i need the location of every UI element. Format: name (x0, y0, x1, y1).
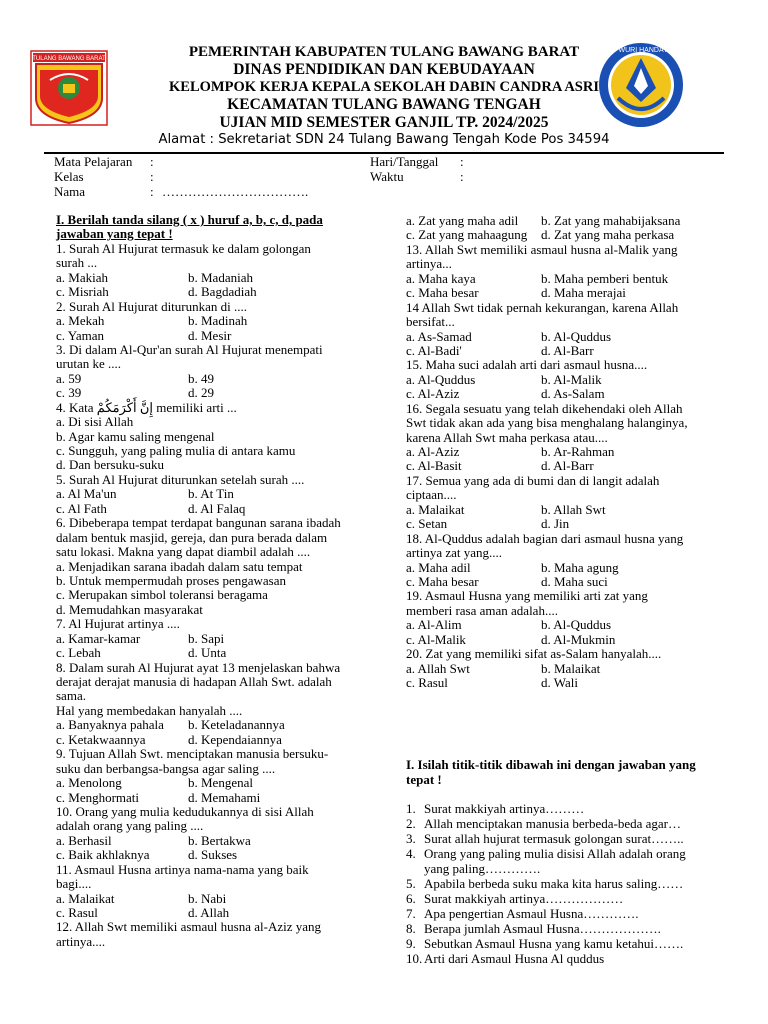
question-line (406, 647, 746, 661)
line-text: derajat derajat manusia di hadapan Allah Swt. adalah (56, 674, 332, 689)
essay-text: Arti dari Asmaul Husna Al quddus (424, 951, 605, 966)
essay-text: Surat makkiyah artinya……………… (424, 891, 624, 906)
line-text: c. Menghormati (56, 789, 140, 805)
line-text: suku dan berbangsa-bangsa agar saling .... (56, 760, 276, 776)
essay-number: 8. (406, 921, 416, 936)
question-line (56, 675, 396, 689)
question-line (56, 603, 396, 617)
essay-text: Allah menciptakan manusia berbeda-beda agar… (424, 816, 681, 831)
essay-item (406, 891, 696, 906)
line-text: 17. Semua yang ada di bumi dan di langit adalah (406, 472, 660, 488)
line-text: a. Al-Alim (406, 617, 462, 633)
line-text: 1. Surah Al Hujurat termasuk ke dalam golongan (56, 240, 311, 256)
line-text: Hal yang membedakan hanyalah .... (56, 702, 243, 718)
question-line (406, 301, 746, 315)
essay-text: Berapa jumlah Asmaul Husna………………. (424, 921, 661, 936)
option-text: d. Unta (188, 645, 227, 661)
line-text: a. Malaikat (406, 501, 465, 517)
line-text: 12. Allah Swt memiliki asmaul husna al-Aziz yang (56, 919, 322, 935)
answer-options-row (406, 286, 746, 300)
questions-right-column (406, 214, 746, 690)
option-text: d. Maha suci (541, 573, 608, 589)
answer-options-row (56, 718, 396, 732)
question-line (56, 300, 396, 314)
answer-options-row (406, 633, 746, 647)
question-line (406, 358, 746, 372)
line-text: d. Dan bersuku-suku (56, 457, 164, 473)
day-colon: : (460, 154, 464, 169)
option-text: b. Ar-Rahman (541, 444, 615, 459)
line-text: 14 Allah Swt tidak pernah kekurangan, karena Allah (406, 299, 679, 315)
question-line (406, 257, 746, 271)
question-line (406, 604, 746, 618)
essay-item (406, 876, 696, 891)
essay-text: Apa pengertian Asmaul Husna…………. (424, 906, 639, 921)
option-text: d. Sukses (188, 847, 238, 863)
line-text: a. Maha adil (406, 559, 471, 575)
header-government: PEMERINTAH KABUPATEN TULANG BAWANG BARAT (188, 44, 580, 60)
option-text: d. Memahami (188, 789, 261, 805)
line-text: 20. Zat yang memiliki sifat as-Salam hanyalah.... (406, 646, 662, 662)
line-text: urutan ke .... (56, 356, 121, 372)
answer-options-row (406, 228, 746, 242)
answer-options-row (406, 561, 746, 575)
question-line (56, 805, 396, 819)
essay-number: 9. (406, 936, 416, 951)
answer-options-row (406, 503, 746, 517)
essay-number: 7. (406, 906, 416, 921)
question-line (56, 545, 396, 559)
line-text: a. Zat yang maha adil (406, 213, 519, 228)
line-text: artinya zat yang.... (406, 545, 503, 561)
answer-options-row (406, 445, 746, 459)
essay-text: Surat makkiyah artinya……… (424, 801, 585, 816)
line-text: c. Al-Badi' (406, 342, 462, 358)
section-heading (56, 227, 396, 241)
answer-options-row (56, 502, 396, 516)
essay-number: 3. (406, 831, 416, 846)
question-line (406, 589, 746, 603)
line-text: b. Untuk mempermudah proses pengawasan (56, 572, 286, 588)
essay-item (406, 921, 696, 936)
question-line (56, 588, 396, 602)
time-label: Waktu (370, 169, 404, 184)
essay-number: 5. (406, 876, 416, 891)
identity-block (54, 154, 754, 200)
option-text: d. Kependaiannya (188, 731, 282, 747)
question-line (56, 531, 396, 545)
line-text: 7. Al Hujurat artinya .... (56, 616, 180, 632)
class-label: Kelas (54, 169, 84, 184)
essay-item (406, 831, 696, 846)
question-line (406, 488, 746, 502)
line-text: a. Menolong (56, 775, 122, 791)
answer-options-row (406, 618, 746, 632)
line-text: a. Al-Quddus (406, 371, 476, 387)
option-text: d. Al Falaq (188, 500, 246, 516)
line-text: c. Rasul (56, 905, 98, 920)
line-text: c. Al-Aziz (406, 386, 460, 402)
option-text: b. Bertakwa (188, 832, 251, 848)
line-text: a. Al Ma'un (56, 486, 117, 502)
answer-options-row (406, 676, 746, 690)
answer-options-row (406, 373, 746, 387)
header-address: Alamat : Sekretariat SDN 24 Tulang Bawang Tengah Kode Pos 34594 (158, 132, 610, 148)
answer-options-row (406, 517, 746, 531)
line-text: c. Al-Basit (406, 458, 462, 474)
line-text: c. Lebah (56, 645, 101, 661)
line-text: c. Misriah (56, 284, 109, 300)
line-text: c. Al Fath (56, 500, 107, 516)
option-text: b. Allah Swt (541, 501, 606, 517)
question-line (56, 256, 396, 270)
answer-options-row (56, 632, 396, 646)
essay-number: 10. (406, 951, 423, 966)
question-line (406, 416, 746, 430)
option-text: b. Maha pemberi bentuk (541, 270, 669, 286)
option-text: b. Maha agung (541, 559, 619, 575)
option-text: d. Zat yang maha perkasa (541, 227, 675, 243)
question-line (56, 430, 396, 444)
line-text: c. Setan (406, 516, 448, 532)
time-colon: : (460, 169, 464, 184)
line-text: adalah orang yang paling .... (56, 818, 204, 834)
question-line (406, 532, 746, 546)
answer-options-row (56, 386, 396, 400)
line-text: 4. Kata إِنَّ أَكْرَمَكُمْ memiliki arti ... (56, 399, 237, 415)
line-text: c. Yaman (56, 327, 105, 343)
line-text: c. Maha besar (406, 573, 479, 589)
line-text: c. Al-Malik (406, 631, 466, 647)
header-exam-title: UJIAN MID SEMESTER GANJIL TP. 2024/2025 (219, 113, 549, 131)
question-line (56, 444, 396, 458)
line-text: c. 39 (56, 385, 82, 401)
line-text: a. Di sisi Allah (56, 414, 134, 430)
option-text: b. Keteladanannya (188, 717, 285, 733)
line-text: 6. Dibeberapa tempat terdapat bangunan sarana ibadah (56, 515, 341, 531)
essay-item (406, 906, 696, 921)
option-text: d. Al-Barr (541, 342, 594, 358)
header-district: KECAMATAN TULANG BAWANG TENGAH (227, 96, 541, 114)
line-text: a. Mekah (56, 313, 105, 329)
option-text: d. Bagdadiah (188, 284, 257, 300)
line-text: bersifat... (406, 314, 455, 330)
essay-number: 6. (406, 891, 416, 906)
essay-number: 4. (406, 846, 416, 861)
option-text: b. Al-Quddus (541, 617, 612, 633)
option-text: d. Jin (541, 516, 570, 532)
answer-options-row (56, 791, 396, 805)
option-text: d. Allah (188, 905, 230, 920)
line-text: a. 59 (56, 370, 82, 386)
answer-options-row (56, 487, 396, 501)
line-text: a. Makiah (56, 269, 108, 285)
question-line (56, 762, 396, 776)
answer-options-row (56, 906, 396, 920)
answer-options-row (56, 776, 396, 790)
line-text: a. Allah Swt (406, 660, 470, 676)
line-text: a. As-Samad (406, 328, 472, 344)
line-text: artinya... (406, 256, 452, 272)
answer-options-row (406, 662, 746, 676)
essay-item (406, 801, 696, 816)
essay-item (406, 846, 696, 861)
essay-text: Apabila berbeda suku maka kita harus saling…… (424, 876, 684, 891)
answer-options-row (56, 834, 396, 848)
line-text: dalam bentuk masjid, gereja, dan pura berada dalam (56, 529, 328, 545)
answer-options-row (56, 848, 396, 862)
line-text: 15. Maha suci adalah arti dari asmaul husna.... (406, 357, 648, 373)
answer-options-row (406, 387, 746, 401)
question-line (56, 574, 396, 588)
line-text: a. Maha kaya (406, 270, 476, 286)
line-text: jawaban yang tepat ! (56, 226, 173, 242)
name-colon: : (150, 184, 154, 199)
line-text: 2. Surah Al Hujurat diturunkan di .... (56, 298, 248, 314)
essay-text: Surat allah hujurat termasuk golongan surat…….. (424, 831, 684, 846)
question-line (56, 617, 396, 631)
class-colon: : (150, 169, 154, 184)
option-text: d. As-Salam (541, 386, 605, 402)
letterhead (0, 44, 768, 147)
line-text: sama. (56, 688, 86, 704)
option-text: b. Madinah (188, 313, 248, 329)
answer-options-row (56, 892, 396, 906)
option-text: b. 49 (188, 370, 214, 386)
option-text: b. Malaikat (541, 660, 601, 676)
essay-item (406, 951, 696, 966)
answer-options-row (406, 330, 746, 344)
question-line (406, 431, 746, 445)
question-line (406, 315, 746, 329)
line-text: 9. Tujuan Allah Swt. menciptakan manusia bersuku- (56, 746, 329, 762)
option-text: b. Al-Quddus (541, 328, 612, 344)
option-text: d. Al-Barr (541, 458, 594, 474)
line-text: 3. Di dalam Al-Qur'an surah Al Hujurat menempati (56, 341, 323, 357)
essay-text: Sebutkan Asmaul Husna yang kamu ketahui……. (424, 936, 684, 951)
logo-left-text: TULANG BAWANG BARAT (32, 56, 106, 62)
essay-number: 2. (406, 816, 416, 831)
answer-options-row (56, 329, 396, 343)
line-text: satu lokasi. Makna yang dapat diambil adalah .... (56, 544, 311, 560)
answer-options-row (56, 314, 396, 328)
day-label: Hari/Tanggal (370, 154, 439, 169)
line-text: surah ... (56, 255, 98, 271)
line-text: 5. Surah Al Hujurat diturunkan setelah surah .... (56, 471, 305, 487)
option-text: d. Al-Mukmin (541, 631, 616, 647)
line-text: c. Maha besar (406, 285, 479, 301)
line-text: a. Berhasil (56, 832, 112, 848)
answer-options-row (56, 271, 396, 285)
line-text: 11. Asmaul Husna artinya nama-nama yang baik (56, 861, 309, 877)
line-text: Swt tidak akan ada yang bisa menghalang halanginya, (406, 415, 688, 431)
answer-options-row (56, 372, 396, 386)
essay-heading-cont: tepat ! (406, 772, 442, 787)
question-line (56, 704, 396, 718)
line-text: c. Merupakan simbol toleransi beragama (56, 587, 268, 603)
question-line (56, 343, 396, 357)
line-text: c. Ketakwaannya (56, 731, 146, 747)
option-text: d. Wali (541, 675, 578, 690)
essay-heading: I. Isilah titik-titik dibawah ini dengan jawaban yang (406, 757, 696, 772)
line-text: d. Memudahkan masyarakat (56, 601, 203, 617)
option-text: b. Mengenal (188, 775, 253, 791)
answer-options-row (406, 214, 746, 228)
line-text: bagi.... (56, 876, 92, 892)
line-text: 19. Asmaul Husna yang memiliki arti zat yang (406, 588, 648, 604)
logo-right-text: TUT WURI HANDAYANI (603, 47, 679, 54)
question-line (56, 747, 396, 761)
question-line (56, 401, 396, 415)
question-line (406, 546, 746, 560)
line-text: karena Allah Swt maha perkasa atau.... (406, 429, 608, 445)
question-line (56, 516, 396, 530)
subject-colon: : (150, 154, 154, 169)
answer-options-row (406, 575, 746, 589)
answer-options-row (406, 459, 746, 473)
line-text: 10. Orang yang mulia kedudukannya di sisi Allah (56, 803, 314, 819)
option-text: b. Zat yang mahabijaksana (541, 213, 681, 228)
line-text: a. Banyaknya pahala (56, 717, 164, 733)
line-text: c. Baik akhlaknya (56, 847, 150, 863)
answer-options-row (406, 344, 746, 358)
questions-left-column (56, 213, 396, 949)
line-text: memberi rasa aman adalah.... (406, 602, 558, 618)
essay-number: 1. (406, 801, 416, 816)
answer-options-row (56, 733, 396, 747)
line-text: artinya.... (56, 933, 106, 949)
line-text: c. Sungguh, yang paling mulia di antara kamu (56, 443, 296, 458)
line-text: 18. Al-Quddus adalah bagian dari asmaul husna yang (406, 530, 684, 546)
essay-item (406, 816, 696, 831)
section-heading (56, 213, 396, 227)
question-line (56, 920, 396, 934)
question-line (56, 560, 396, 574)
question-line (56, 458, 396, 472)
essay-section (406, 757, 696, 966)
header-working-group: KELOMPOK KERJA KEPALA SEKOLAH DABIN CANDRA ASRI (169, 78, 599, 95)
essay-text: Orang yang paling mulia disisi Allah adalah orang (424, 846, 686, 861)
option-text: b. At Tin (188, 486, 234, 502)
answer-options-row (56, 285, 396, 299)
option-text: d. 29 (188, 385, 214, 401)
option-text: d. Maha merajai (541, 285, 626, 301)
essay-item (406, 936, 696, 951)
line-text: c. Rasul (406, 675, 448, 690)
header-office: DINAS PENDIDIKAN DAN KEBUDAYAAN (233, 61, 535, 79)
line-text: I. Berilah tanda silang ( x ) huruf a, b, c, d, pada (56, 212, 323, 227)
name-blank: ……………………………. (162, 184, 309, 199)
question-line (56, 935, 396, 949)
essay-item (406, 861, 696, 876)
subject-label: Mata Pelajaran (54, 154, 133, 169)
essay-text: yang paling…………. (424, 861, 541, 876)
name-label: Nama (54, 184, 86, 199)
answer-options-row (406, 272, 746, 286)
question-line (56, 689, 396, 703)
question-line (56, 661, 396, 675)
question-line (56, 819, 396, 833)
option-text: b. Madaniah (188, 269, 253, 285)
answer-options-row (56, 646, 396, 660)
option-text: d. Mesir (188, 327, 232, 343)
option-text: b. Sapi (188, 630, 225, 646)
line-text: c. Zat yang mahaagung (406, 227, 528, 243)
question-line (406, 243, 746, 257)
line-text: a. Menjadikan sarana ibadah dalam satu tempat (56, 558, 303, 574)
line-text: 16. Segala sesuatu yang telah dikehendaki oleh Allah (406, 400, 683, 416)
essay-list (406, 801, 696, 966)
line-text: b. Agar kamu saling mengenal (56, 428, 215, 444)
line-text: a. Kamar-kamar (56, 630, 141, 646)
option-text: b. Al-Malik (541, 371, 602, 387)
question-line (56, 242, 396, 256)
question-line (406, 474, 746, 488)
line-text: 8. Dalam surah Al Hujurat ayat 13 menjelaskan bahwa (56, 659, 341, 675)
line-text: ciptaan.... (406, 487, 457, 503)
question-line (56, 877, 396, 891)
question-line (56, 473, 396, 487)
line-text: a. Al-Aziz (406, 444, 460, 459)
question-line (56, 415, 396, 429)
option-text: b. Nabi (188, 890, 227, 906)
line-text: a. Malaikat (56, 890, 115, 906)
line-text: 13. Allah Swt memiliki asmaul husna al-Malik yang (406, 241, 678, 257)
question-line (56, 863, 396, 877)
question-line (56, 357, 396, 371)
question-line (406, 402, 746, 416)
